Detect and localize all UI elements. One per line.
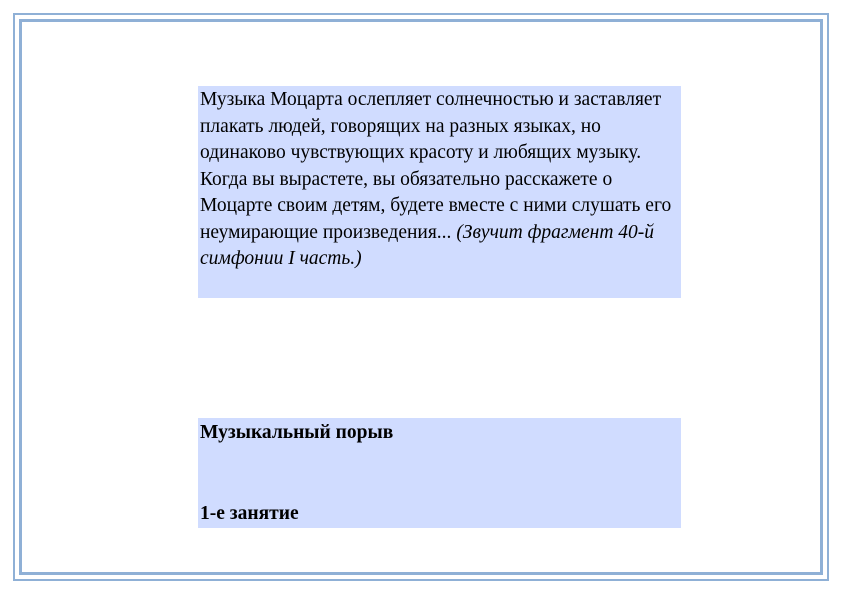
- lesson-label: 1-е занятие: [200, 503, 299, 524]
- passage-block: [198, 86, 681, 298]
- heading-block: [198, 418, 681, 528]
- page-title: Музыкальный порыв: [200, 422, 394, 443]
- passage-note: (Звучит фрагмент 40-й симфонии I часть.): [200, 221, 655, 269]
- passage-text: Музыка Моцарта ослепляет солнечностью и заставляет плакать людей, говорящих на разных языках, но одинаково чувствующих красоту и любящих музыку. Когда вы вырастете, вы обязательно расскажете о Моцарте своим детям, будете вместе с ними слушать его неумирающие произведения...: [200, 89, 672, 243]
